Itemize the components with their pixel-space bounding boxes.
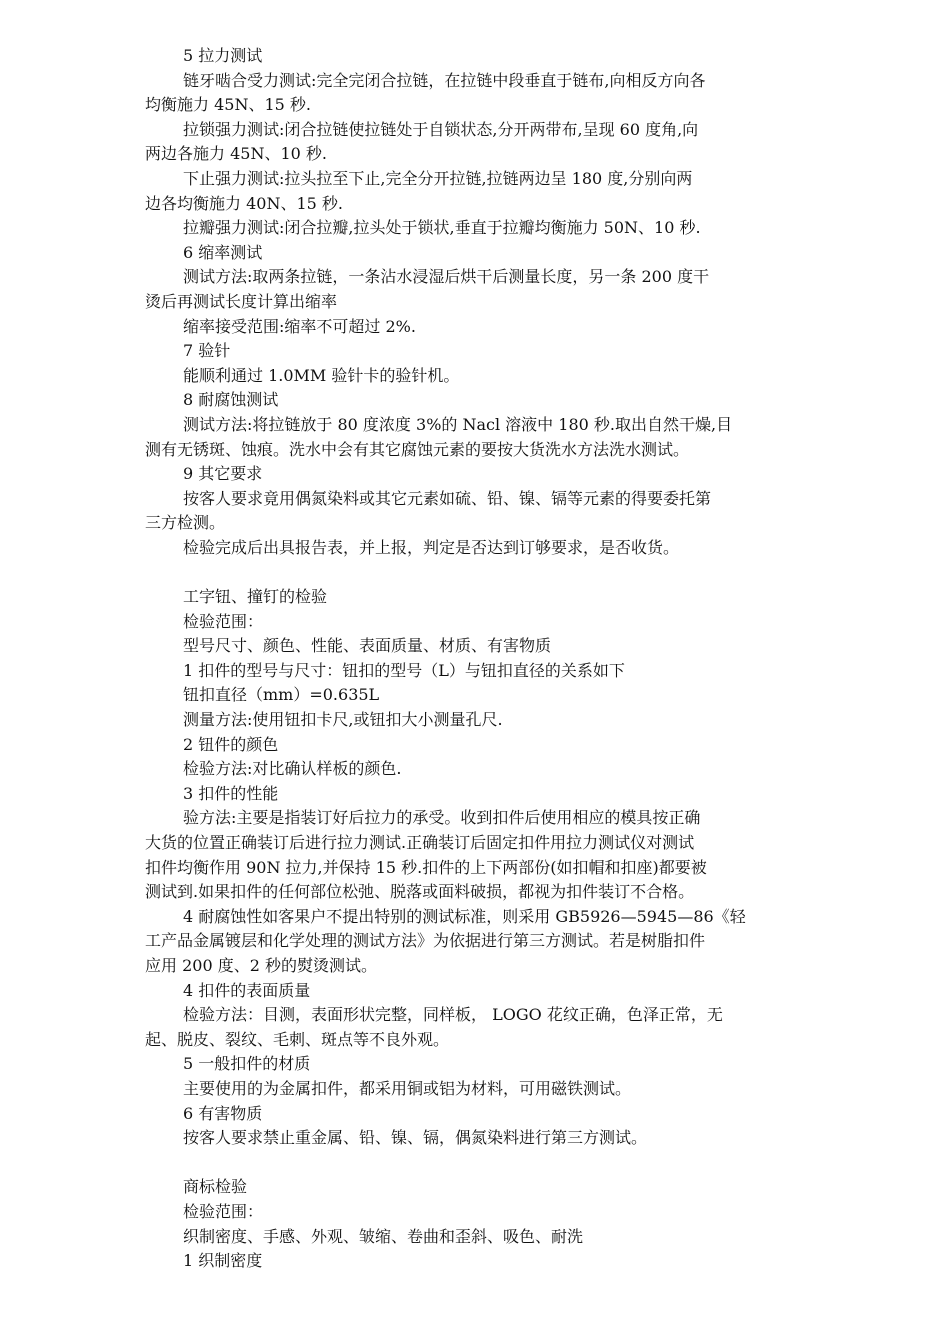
text-line: 钮扣直径（mm）=0.635L (183, 685, 380, 705)
blank-line (145, 560, 810, 585)
text-line: 5 拉力测试 (183, 46, 263, 65)
text-line: 检验范围： (183, 611, 264, 631)
text-line: 测试方法:将拉链放于 80 度浓度 3%的 Nacl 溶液中 180 秒.取出自然干燥,目 (183, 414, 733, 434)
text-line: 3 扣件的性能 (183, 783, 279, 803)
text-line: 1 织制密度 (183, 1251, 263, 1271)
text-line: 检验完成后出具报告表，并上报，判定是否达到订够要求，是否收货。 (183, 537, 680, 557)
text-line: 扣件均衡作用 90N 拉力,并保持 15 秒.扣件的上下两部份(如扣帽和扣座)都要被 (145, 857, 707, 877)
text-line: 检验方法:对比确认样板的颜色. (183, 759, 402, 779)
text-line: 测试到.如果扣件的任何部位松弛、脱落或面料破损，都视为扣件装订不合格。 (145, 882, 695, 902)
text-line: 拉瓣强力测试:闭合拉瓣,拉头处于锁状,垂直于拉瓣均衡施力 50N、10 秒. (183, 218, 701, 238)
text-line: 三方检测。 (145, 513, 226, 533)
text-line: 测试方法:取两条拉链，一条沾水浸湿后烘干后测量长度，另一条 200 度干 (183, 267, 710, 287)
text-line: 起、脱皮、裂纹、毛刺、斑点等不良外观。 (145, 1029, 450, 1049)
text-line: 7 验针 (183, 341, 231, 361)
text-line: 测量方法:使用钮扣卡尺,或钮扣大小测量孔尺. (183, 710, 503, 730)
text-line: 链牙啮合受力测试:完全完闭合拉链，在拉链中段垂直于链布,向相反方向各 (183, 70, 706, 90)
blank-line (145, 1151, 810, 1176)
text-line: 4 扣件的表面质量 (183, 980, 311, 1000)
text-line: 工产品金属镀层和化学处理的测试方法》为依据进行第三方测试。若是树脂扣件 (145, 931, 706, 951)
text-line: 大货的位置正确装订后进行拉力测试.正确装订后固定扣件用拉力测试仪对测试 (145, 833, 695, 852)
text-line: 边各均衡施力 40N、15 秒. (145, 193, 343, 213)
text-line: 5 一般扣件的材质 (183, 1054, 311, 1074)
text-line: 型号尺寸、颜色、性能、表面质量、材质、有害物质 (183, 636, 552, 656)
text-line: 按客人要求禁止重金属、铅、镍、镉，偶氮染料进行第三方测试。 (183, 1128, 648, 1148)
text-line: 检验方法：目测，表面形状完整，同样板， LOGO 花纹正确，色泽正常，无 (183, 1005, 723, 1025)
text-line: 4 耐腐蚀性如客果户不提出特别的测试标准，则采用 GB5926—5945—86《轻 (183, 906, 746, 926)
text-line: 测有无锈斑、蚀痕。洗水中会有其它腐蚀元素的要按大货洗水方法洗水测试。 (145, 439, 690, 459)
text-line: 烫后再测试长度计算出缩率 (145, 291, 338, 311)
text-line: 下止强力测试:拉头拉至下止,完全分开拉链,拉链两边呈 180 度,分别向两 (183, 168, 693, 188)
text-line: 能顺利通过 1.0MM 验针卡的验针机。 (183, 365, 460, 385)
text-line: 缩率接受范围:缩率不可超过 2%. (183, 316, 416, 336)
text-line: 验方法:主要是指装订好后拉力的承受。收到扣件后使用相应的模具按正确 (183, 808, 701, 828)
text-line: 工字钮、撞钉的检验 (183, 587, 328, 607)
text-line: 应用 200 度、2 秒的熨烫测试。 (145, 955, 377, 975)
text-line: 6 有害物质 (183, 1103, 263, 1123)
document-body (145, 44, 810, 1274)
text-line: 2 钮件的颜色 (183, 734, 279, 754)
text-line: 两边各施力 45N、10 秒. (145, 144, 327, 164)
text-line: 商标检验 (183, 1177, 248, 1197)
text-line: 织制密度、手感、外观、皱缩、卷曲和歪斜、吸色、耐洗 (183, 1226, 584, 1246)
text-line: 按客人要求竟用偶氮染料或其它元素如硫、铅、镍、镉等元素的得要委托第 (183, 488, 712, 508)
text-line: 1 扣件的型号与尺寸：钮扣的型号（L）与钮扣直径的关系如下 (183, 660, 625, 680)
text-line: 6 缩率测试 (183, 242, 263, 262)
text-line: 主要使用的为金属扣件，都采用铜或铝为材料，可用磁铁测试。 (183, 1078, 632, 1098)
text-line: 均衡施力 45N、15 秒. (145, 95, 311, 115)
text-line: 拉锁强力测试:闭合拉链使拉链处于自锁状态,分开两带布,呈现 60 度角,向 (183, 119, 699, 139)
text-line: 8 耐腐蚀测试 (183, 390, 279, 410)
text-line: 检验范围： (183, 1201, 264, 1221)
text-line: 9 其它要求 (183, 464, 263, 484)
